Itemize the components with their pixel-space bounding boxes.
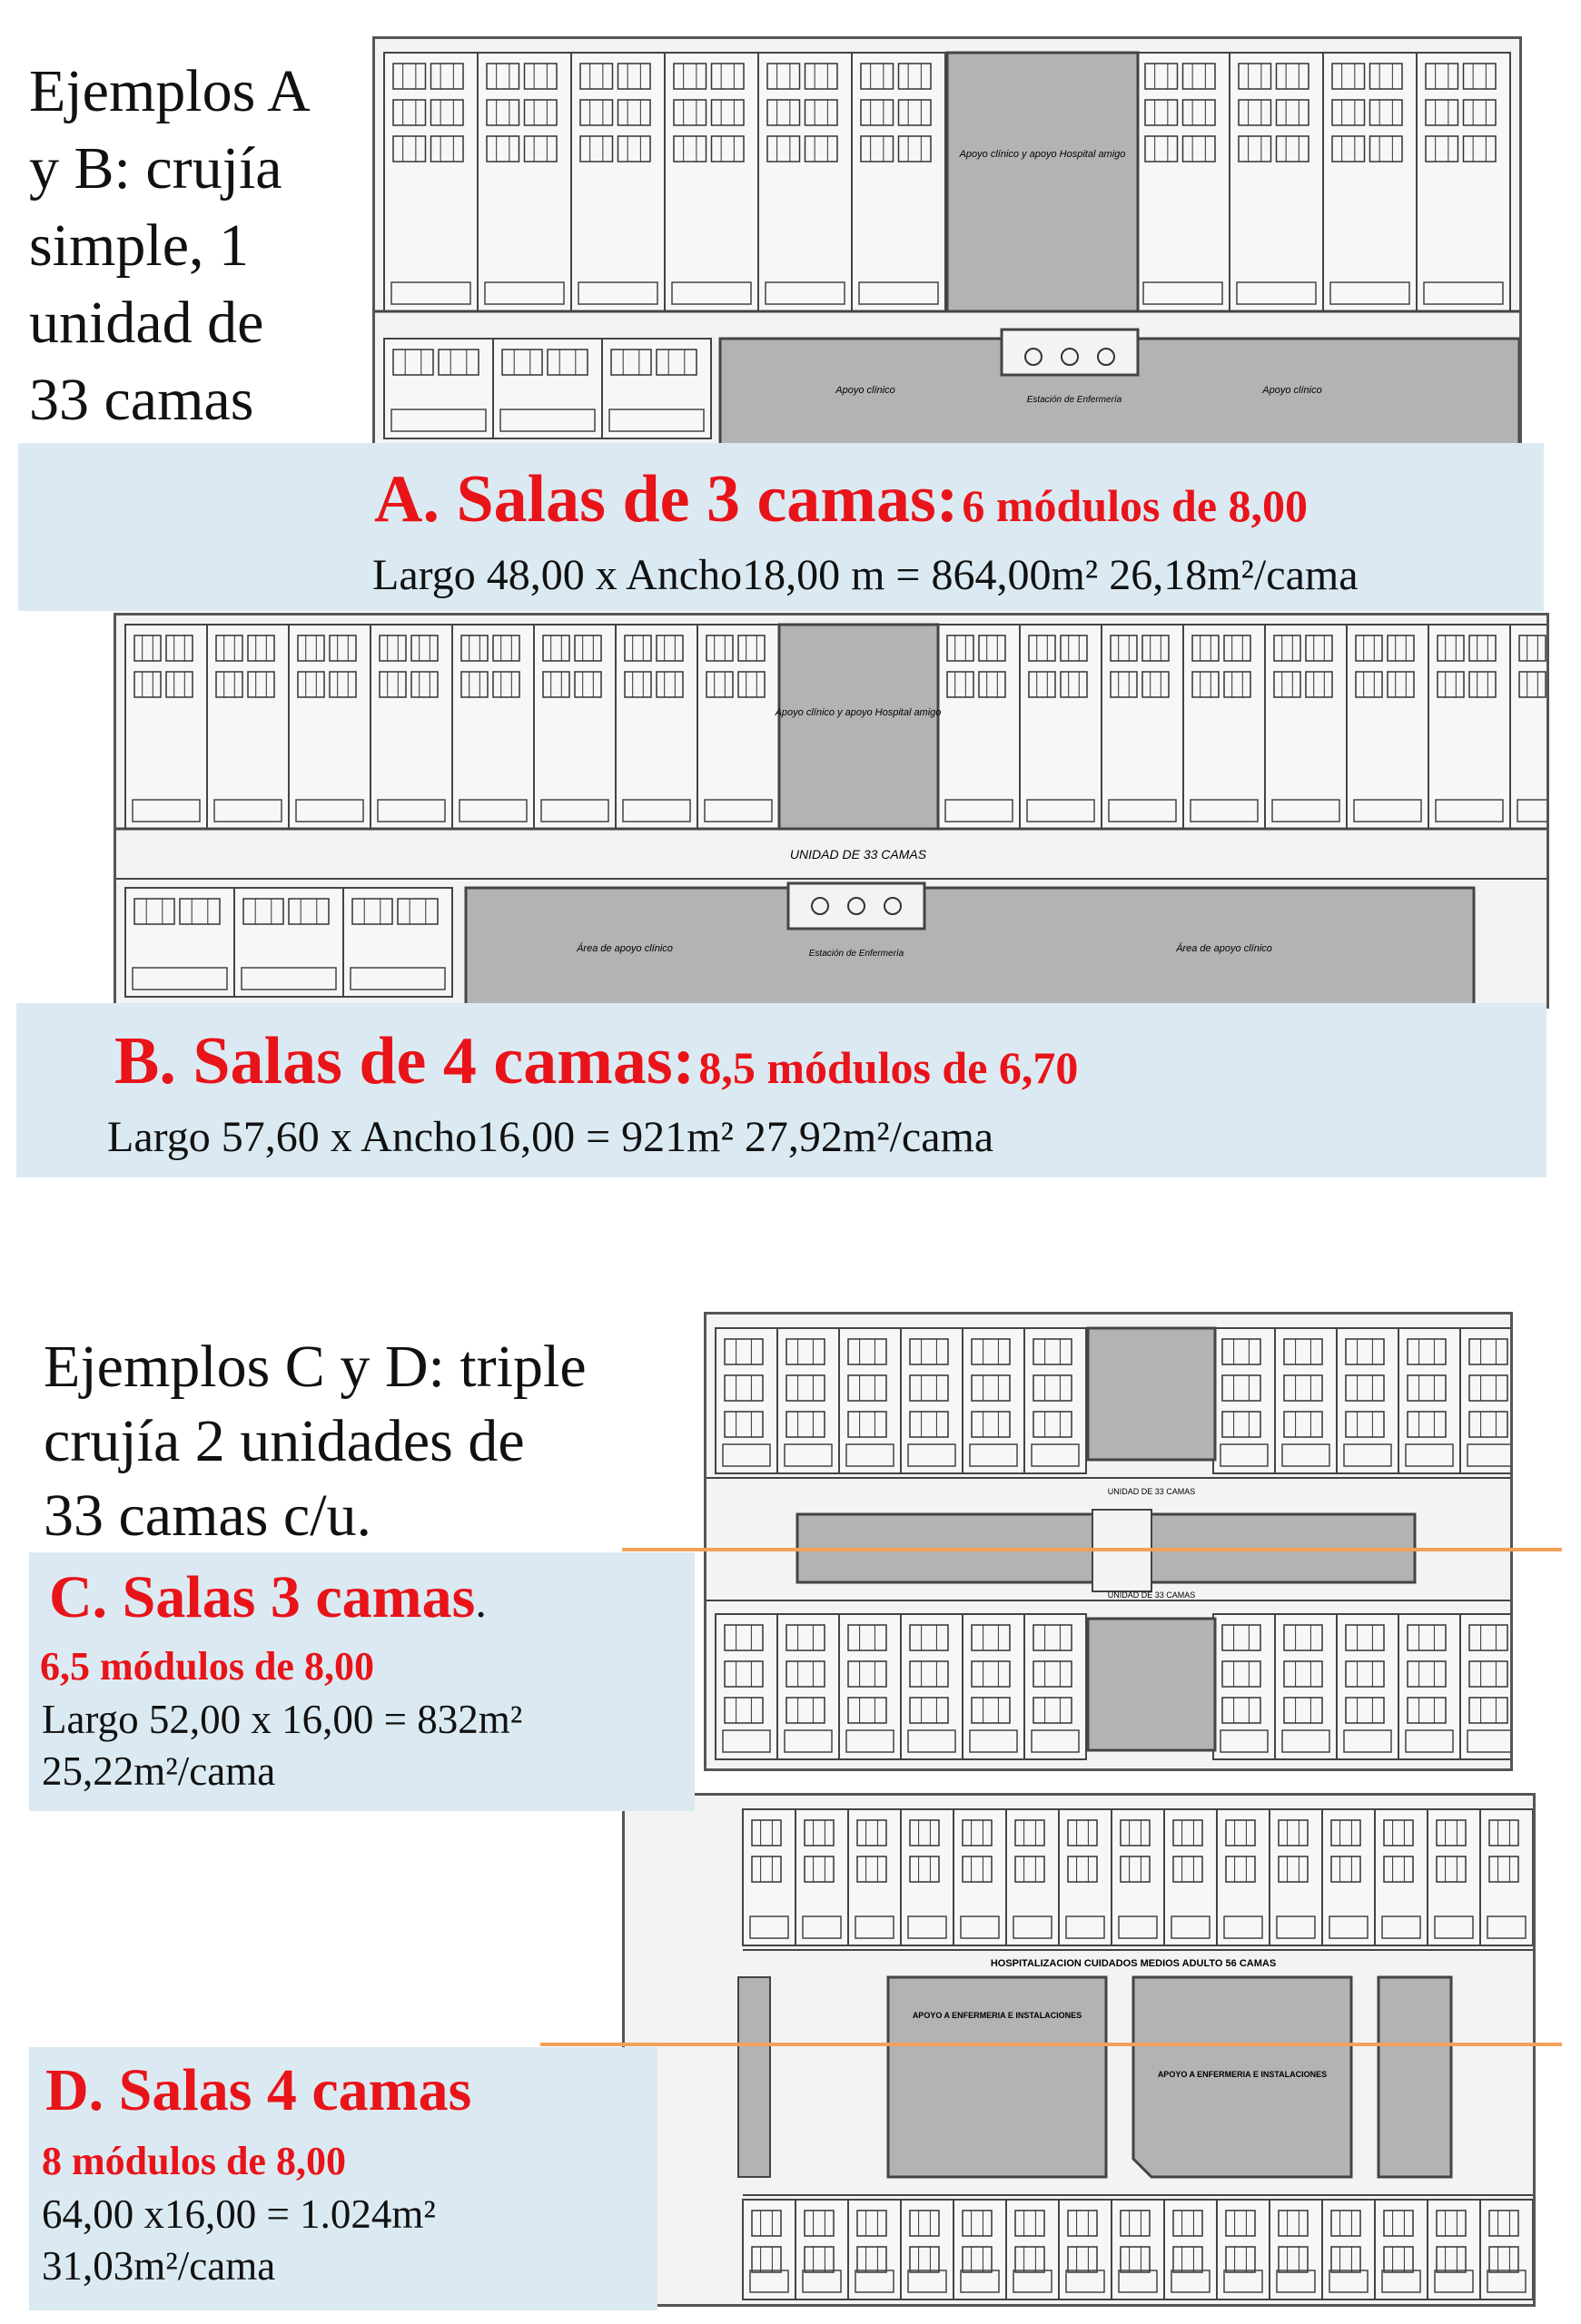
panel-c-title: C. Salas 3 camas	[49, 1564, 476, 1630]
panel-c-detail-1: Largo 52,00 x 16,00 = 832m²	[42, 1697, 523, 1742]
ward-room	[384, 53, 478, 311]
plan-b-support-left-label: Área de apoyo clínico	[577, 943, 673, 954]
ward-room	[665, 53, 758, 311]
plan-b-lower-rooms	[125, 888, 452, 997]
plan-d-support-3	[1378, 1977, 1451, 2177]
ward-room	[758, 53, 852, 311]
panel-c-period: .	[475, 1576, 487, 1627]
intro-ab-text	[29, 53, 311, 438]
intro-cd-text	[44, 1330, 587, 1553]
floor-plan-c	[704, 1312, 1513, 1771]
ward-room	[1230, 53, 1323, 311]
floor-plan-b	[114, 613, 1549, 1009]
plan-d-header-label: HOSPITALIZACION CUIDADOS MEDIOS ADULTO 56 CAMAS	[990, 1958, 1277, 1969]
intro-ab-line: 33 camas	[29, 367, 254, 433]
plan-b-support-right-label: Área de apoyo clínico	[1176, 943, 1272, 954]
panel-d-subtitle: 8 módulos de 8,00	[42, 2139, 346, 2183]
plan-d-support-2-label: APOYO A ENFERMERIA E INSTALACIONES	[1157, 2070, 1328, 2079]
plan-d-upper-rooms	[743, 1809, 1533, 1945]
intro-ab-line: Ejemplos A	[29, 58, 311, 124]
panel-b-subtitle: 8,5 módulos de 6,70	[698, 1042, 1079, 1093]
panel-a-title: A. Salas de 3 camas:	[374, 462, 959, 537]
panel-c	[29, 1552, 695, 1811]
intro-cd-line: crujía 2 unidades de	[44, 1408, 525, 1474]
ward-room	[1136, 53, 1230, 311]
panel-c-subtitle: 6,5 módulos de 8,00	[40, 1644, 374, 1689]
ward-room	[1510, 625, 1546, 829]
plan-a-nurse-label: Estación de Enfermería	[1026, 395, 1122, 405]
plan-c-unit-bottom-label: UNIDAD DE 33 CAMAS	[1107, 1590, 1196, 1600]
orange-line-c	[622, 1548, 1562, 1551]
panel-d	[29, 2047, 657, 2310]
ward-room	[852, 53, 945, 311]
plan-a-support-right-label: Apoyo clínico	[1262, 385, 1322, 396]
intro-cd-line: Ejemplos C y D: triple	[44, 1334, 587, 1400]
panel-d-detail-1: 64,00 x16,00 = 1.024m²	[42, 2191, 436, 2237]
plan-c-core-top	[1088, 1328, 1215, 1460]
panel-a	[18, 443, 1544, 611]
plan-b-core-block	[779, 625, 938, 829]
panel-b	[16, 1003, 1546, 1177]
orange-line-d	[540, 2043, 1562, 2046]
plan-c-unit-top-label: UNIDAD DE 33 CAMAS	[1107, 1487, 1196, 1496]
ward-room	[1417, 53, 1510, 311]
ward-room	[1323, 53, 1417, 311]
plan-a-lower-rooms	[384, 339, 711, 438]
plan-a-support-left-label: Apoyo clínico	[835, 385, 895, 396]
plan-b-unit-label: UNIDAD DE 33 CAMAS	[789, 847, 927, 862]
panel-b-title: B. Salas de 4 camas:	[114, 1024, 696, 1098]
plan-b-nurse-label: Estación de Enfermería	[808, 949, 904, 959]
plan-c-core-bottom	[1088, 1619, 1215, 1750]
panel-d-detail-2: 31,03m²/cama	[42, 2243, 276, 2289]
floor-plan-d	[622, 1793, 1536, 2307]
plan-d-lower-rooms	[743, 2200, 1533, 2299]
plan-d-support-1-label: APOYO A ENFERMERIA E INSTALACIONES	[912, 2011, 1082, 2020]
ward-room	[571, 53, 665, 311]
plan-a-core-block	[947, 53, 1138, 311]
plan-b-core-label: Apoyo clínico y apoyo Hospital amigo	[775, 707, 942, 718]
ward-room	[478, 53, 571, 311]
panel-a-detail: Largo 48,00 x Ancho18,00 m = 864,00m² 26,18m²/cama	[372, 551, 1359, 599]
plan-a-core-label: Apoyo clínico y apoyo Hospital amigo	[959, 149, 1126, 160]
intro-ab-line: y B: crujía	[29, 135, 282, 202]
panel-c-detail-2: 25,22m²/cama	[42, 1748, 276, 1794]
panel-d-title: D. Salas 4 camas	[45, 2057, 472, 2123]
panel-a-subtitle: 6 módulos de 8,00	[962, 480, 1309, 531]
intro-ab-line: simple, 1	[29, 212, 249, 279]
plan-d-support-1	[888, 1977, 1106, 2177]
panel-b-detail: Largo 57,60 x Ancho16,00 = 921m² 27,92m²/cama	[107, 1113, 994, 1161]
floor-plan-a	[372, 36, 1522, 450]
intro-cd-line: 33 camas c/u.	[44, 1482, 372, 1549]
intro-ab-line: unidad de	[29, 290, 264, 356]
